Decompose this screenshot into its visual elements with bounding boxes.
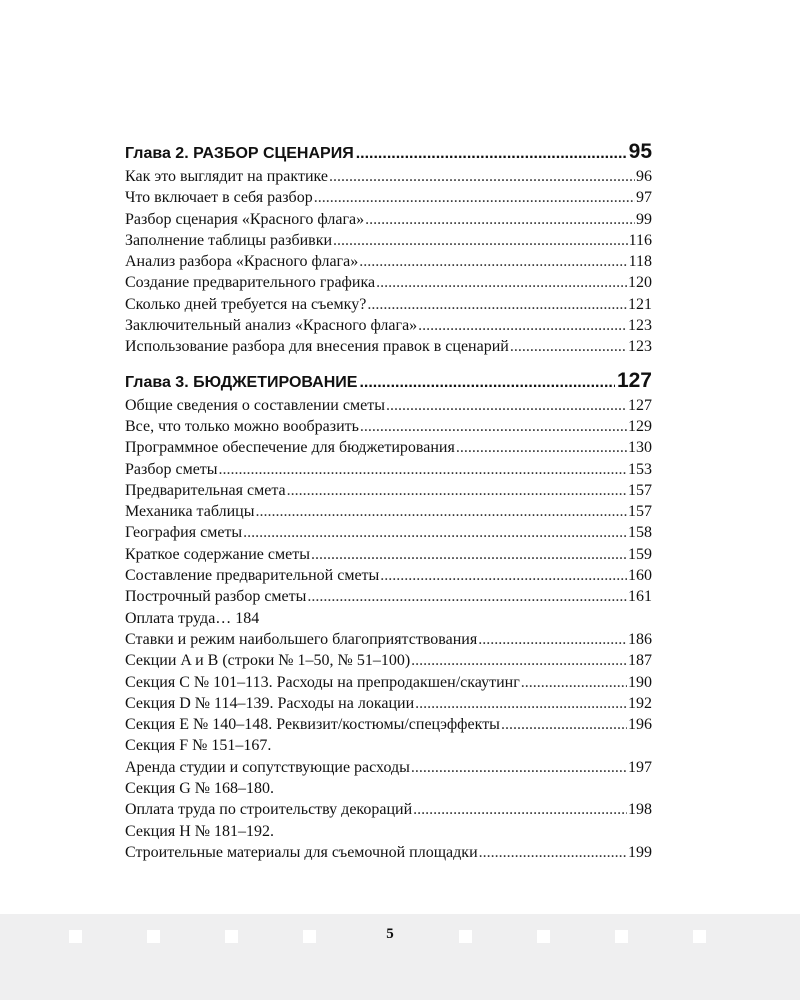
toc-entry	[125, 272, 652, 293]
entry-title: Все, что только можно вообразить	[125, 417, 359, 435]
toc-entry	[125, 501, 652, 522]
entry-title: Использование разбора для внесения правок в сценарий	[125, 338, 509, 356]
toc-entry	[125, 650, 652, 671]
entry-title: Секция H № 181–192.	[125, 822, 275, 840]
footer-square-decoration	[693, 930, 706, 943]
leader-dots	[411, 650, 627, 671]
entry-title: Разбор сметы	[125, 460, 218, 478]
leader-dots	[333, 230, 628, 251]
toc-entry	[125, 842, 652, 863]
entry-title: Построчный разбор сметы	[125, 588, 307, 606]
footer-square-decoration	[69, 930, 82, 943]
entry-page: 123	[628, 338, 652, 356]
entry-title: Заполнение таблицы разбивки	[125, 231, 333, 249]
footer-square-decoration	[459, 930, 472, 943]
leader-dots	[367, 294, 627, 315]
toc-entry	[125, 735, 652, 756]
entry-title: Составление предварительной сметы	[125, 567, 380, 585]
leader-dots	[456, 437, 627, 458]
entry-title: Механика таблицы	[125, 503, 255, 521]
entry-page: 118	[628, 253, 652, 271]
entry-page: 99	[636, 210, 652, 228]
entry-title: Ставки и режим наибольшего благоприятствования	[125, 630, 478, 648]
chapter-page: 127	[616, 368, 652, 392]
entry-title: Секция C № 101–113. Расходы на препродакшен/скаутинг	[125, 673, 520, 691]
leader-dots	[380, 565, 627, 586]
entry-title: Краткое содержание сметы	[125, 545, 310, 563]
toc-entry	[125, 778, 652, 799]
entry-page: 157	[628, 481, 652, 499]
page-footer	[0, 914, 800, 1000]
toc-entry	[125, 821, 652, 842]
leader-dots	[415, 693, 627, 714]
entry-page: 157	[628, 503, 652, 521]
entry-title: Предварительная смета	[125, 481, 286, 499]
leader-dots	[359, 369, 615, 395]
entry-title: Заключительный анализ «Красного флага»	[125, 317, 418, 335]
entry-page: 153	[628, 460, 652, 478]
footer-square-decoration	[303, 930, 316, 943]
footer-square-decoration	[537, 930, 550, 943]
chapter-page: 95	[628, 140, 652, 163]
entry-page: 97	[636, 189, 652, 207]
leader-dots	[287, 480, 627, 501]
leader-dots	[356, 140, 627, 166]
toc-entry	[125, 629, 652, 650]
entry-page: 129	[628, 417, 652, 435]
leader-dots	[418, 315, 627, 336]
entry-page: 159	[628, 545, 652, 563]
chapter-heading	[125, 367, 652, 395]
toc-entry	[125, 544, 652, 565]
toc-entry	[125, 166, 652, 187]
toc-entry	[125, 336, 652, 357]
toc-entry	[125, 480, 652, 501]
entry-title: Создание предварительного графика	[125, 274, 376, 292]
leader-dots	[479, 842, 627, 863]
entry-page: 121	[628, 295, 652, 313]
entry-page: 160	[628, 567, 652, 585]
entry-title: Секция F № 151–167.	[125, 737, 272, 755]
entry-title: Оплата труда по строительству декораций	[125, 801, 413, 819]
toc-entry	[125, 586, 652, 607]
leader-dots	[359, 251, 627, 272]
footer-square-decoration	[225, 930, 238, 943]
leader-dots	[521, 672, 627, 693]
toc-entry	[125, 522, 652, 543]
entry-title: Аренда студии и сопутствующие расходы	[125, 758, 410, 776]
leader-dots	[311, 544, 627, 565]
entry-title: Общие сведения о составлении сметы	[125, 396, 385, 414]
toc-entry	[125, 672, 652, 693]
entry-page: 96	[636, 168, 652, 185]
toc-entry	[125, 693, 652, 714]
entry-page: 186	[628, 630, 652, 648]
entry-title: Анализ разбора «Красного флага»	[125, 253, 359, 271]
entry-page: 158	[628, 524, 652, 542]
leader-dots	[478, 629, 627, 650]
entry-title: Разбор сценария «Красного флага»	[125, 210, 365, 228]
leader-dots	[501, 714, 627, 735]
entry-page: 161	[628, 588, 652, 606]
entry-title: Что включает в себя разбор	[125, 189, 313, 207]
footer-square-decoration	[147, 930, 160, 943]
leader-dots	[219, 459, 627, 480]
toc-entry	[125, 799, 652, 820]
table-of-contents	[125, 138, 652, 863]
toc-entry	[125, 714, 652, 735]
toc-entry	[125, 230, 652, 251]
entry-page: 196	[628, 716, 652, 734]
leader-dots	[376, 272, 627, 293]
entry-page: 199	[628, 843, 652, 861]
leader-dots	[411, 757, 627, 778]
toc-entry	[125, 209, 652, 230]
leader-dots	[413, 799, 627, 820]
entry-title: Секция G № 168–180.	[125, 780, 275, 798]
entry-page: 197	[628, 758, 652, 776]
toc-entry	[125, 251, 652, 272]
leader-dots	[329, 166, 635, 187]
footer-square-decoration	[615, 930, 628, 943]
leader-dots	[510, 336, 627, 357]
entry-page: 192	[628, 694, 652, 712]
toc-entry	[125, 565, 652, 586]
toc-entry	[125, 187, 652, 208]
leader-dots	[386, 395, 627, 416]
entry-page: 123	[628, 317, 652, 335]
entry-page: 130	[628, 439, 652, 457]
entry-title: Строительные материалы для съемочной площадки	[125, 843, 478, 861]
leader-dots	[360, 416, 627, 437]
entry-title: Секция D № 114–139. Расходы на локации	[125, 694, 415, 712]
entry-page: 127	[628, 396, 652, 414]
page-number: 5	[386, 926, 394, 942]
toc-entry	[125, 294, 652, 315]
entry-page: 190	[628, 673, 652, 691]
chapter-title: Глава 2. РАЗБОР СЦЕНАРИЯ	[125, 145, 354, 162]
chapter-title: Глава 3. БЮДЖЕТИРОВАНИЕ	[125, 373, 358, 391]
entry-page: 198	[628, 801, 652, 819]
entry-title: Как это выглядит на практике	[125, 168, 328, 185]
entry-page: 120	[628, 274, 652, 292]
toc-entry	[125, 459, 652, 480]
entry-page: 187	[628, 652, 652, 670]
leader-dots	[243, 522, 627, 543]
toc-entry	[125, 608, 652, 629]
entry-title: Программное обеспечение для бюджетирования	[125, 439, 455, 457]
leader-dots	[255, 501, 627, 522]
leader-dots	[365, 209, 635, 230]
entry-title: Секция E № 140–148. Реквизит/костюмы/спецэффекты	[125, 716, 500, 734]
leader-dots	[314, 187, 635, 208]
toc-entry	[125, 315, 652, 336]
toc-entry	[125, 416, 652, 437]
entry-title: География сметы	[125, 524, 243, 542]
toc-entry	[125, 757, 652, 778]
entry-title: Оплата труда… 184	[125, 609, 260, 627]
entry-page: 116	[628, 231, 652, 249]
chapter-heading	[125, 138, 652, 166]
entry-title: Сколько дней требуется на съемку?	[125, 295, 367, 313]
toc-entry	[125, 395, 652, 416]
leader-dots	[307, 586, 627, 607]
entry-title: Секции A и B (строки № 1–50, № 51–100)	[125, 652, 411, 670]
toc-entry	[125, 437, 652, 458]
